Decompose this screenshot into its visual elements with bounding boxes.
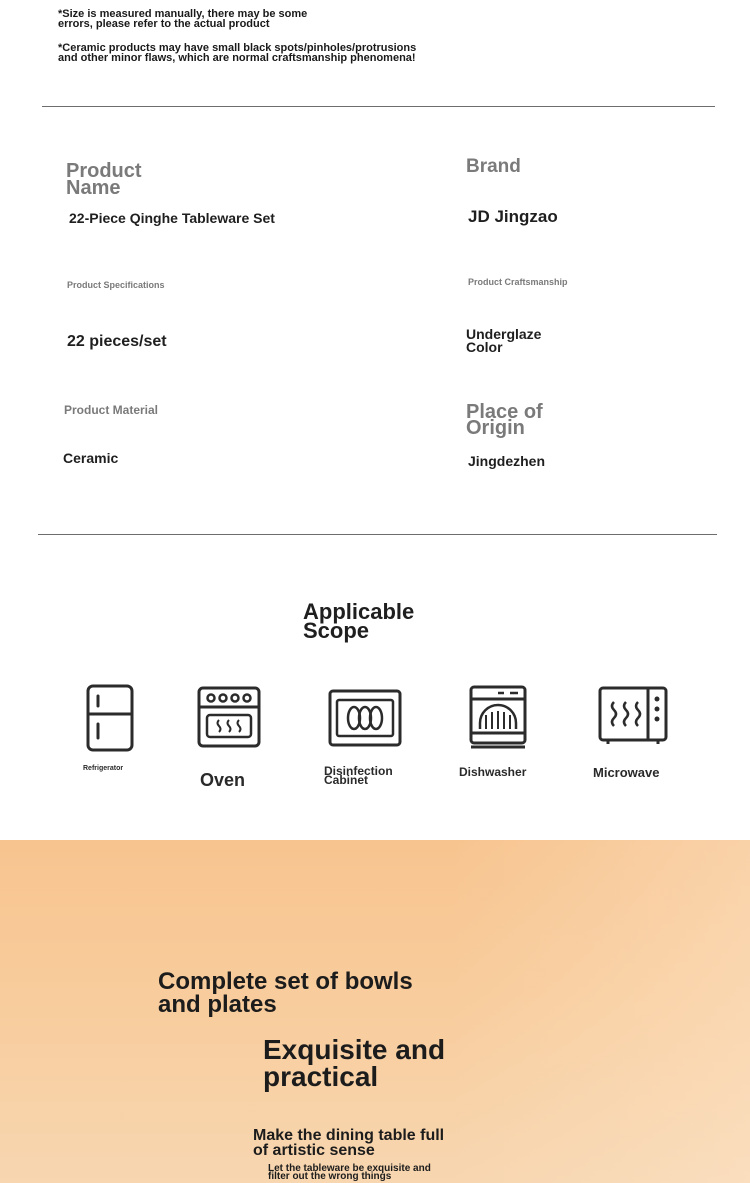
dishwasher-item — [467, 685, 529, 749]
material-value: Ceramic — [63, 450, 119, 466]
banner-headline: Complete set of bowls and plates — [158, 968, 413, 1018]
promo-banner — [0, 840, 750, 1183]
dishwasher-icon — [468, 685, 528, 749]
ceramic-note: *Ceramic products may have small black spots/pinholes/protrusions and other minor flaws, which are normal craftsmanship phenomena! — [58, 42, 417, 64]
oven-icon — [197, 686, 261, 748]
product-name-value: 22-Piece Qinghe Tableware Set — [69, 210, 275, 226]
refrigerator-label: Refrigerator — [83, 765, 124, 772]
microwave-label: Microwave — [593, 765, 660, 780]
scope-title: Applicable Scope — [303, 599, 415, 643]
microwave-item — [598, 686, 668, 746]
banner-subheadline: Exquisite and practical — [263, 1034, 446, 1092]
brand-label: Brand — [466, 156, 521, 177]
specifications-value: 22 pieces/set — [67, 333, 167, 350]
microwave-icon — [598, 686, 668, 746]
brand-value: JD Jingzao — [468, 207, 558, 226]
banner-caption: Let the tableware be exquisite and filter out the wrong things — [268, 1163, 431, 1182]
oven-label: Oven — [200, 770, 246, 790]
divider-top — [42, 106, 715, 107]
size-note: *Size is measured manually, there may be some errors, please refer to the actual product — [58, 8, 308, 30]
oven-item — [196, 686, 262, 748]
origin-label: Place of Origin — [466, 401, 543, 439]
disinfection-cabinet-label: Disinfection Cabinet — [324, 764, 393, 787]
craftsmanship-label: Product Craftsmanship — [468, 277, 568, 287]
banner-tagline: Make the dining table full of artistic sense — [253, 1127, 445, 1159]
disinfection-cabinet-icon — [328, 689, 402, 747]
divider-bottom — [38, 534, 717, 535]
disinfection-cabinet-item — [327, 689, 403, 747]
refrigerator-item — [84, 684, 136, 752]
material-label: Product Material — [64, 403, 159, 417]
dishwasher-label: Dishwasher — [459, 765, 527, 779]
refrigerator-icon — [85, 684, 135, 752]
craftsmanship-value: Underglaze Color — [466, 326, 542, 355]
product-name-label: Product Name — [66, 160, 142, 199]
origin-value: Jingdezhen — [468, 453, 546, 469]
specifications-label: Product Specifications — [67, 280, 165, 290]
